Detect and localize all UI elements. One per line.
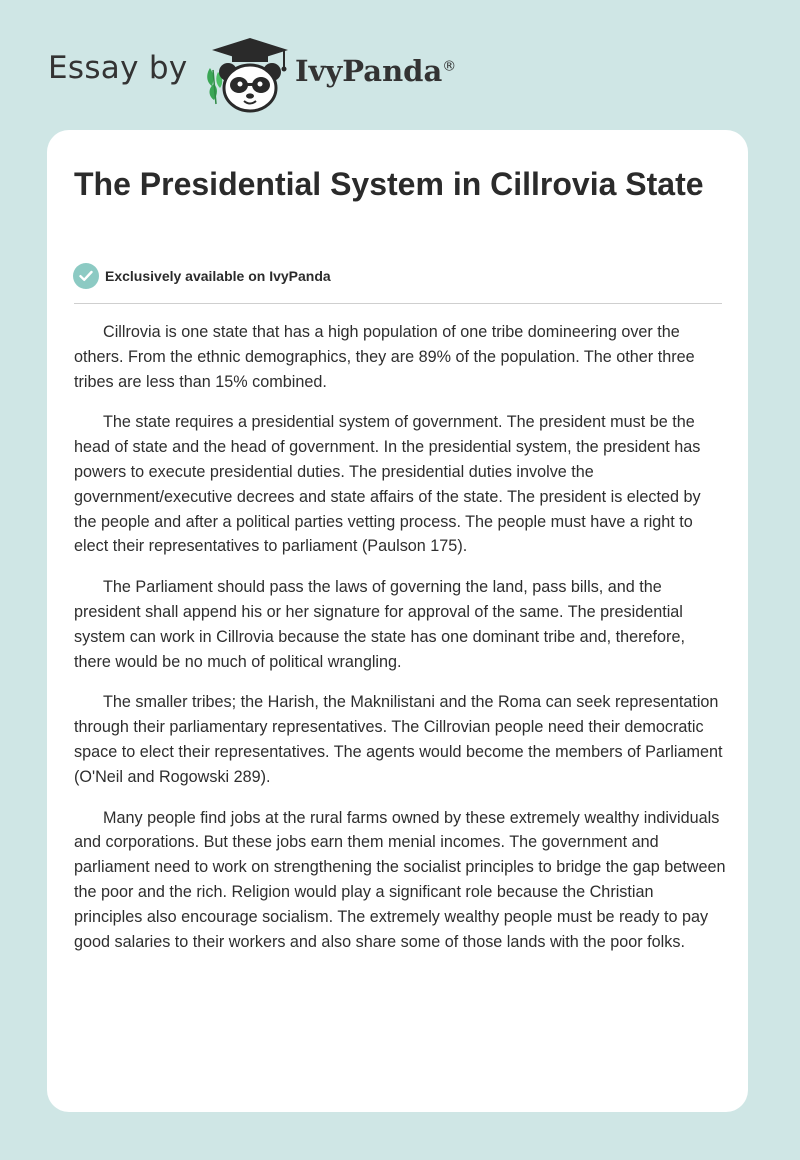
- paragraph: Many people find jobs at the rural farms owned by these extremely wealthy individuals and corporations. But these jobs earn them menial incomes. The government and parliament need to work on strengthening the socialist principles to bridge the gap between the poor and the rich. Religion would play a significant role because the Christian principles also encourage socialism. The extremely wealthy people must be ready to pay good salaries to their workers and also share some of those lands with the poor folks.: [74, 808, 726, 951]
- paragraph: The smaller tribes; the Harish, the Maknilistani and the Roma can seek representation through their parliamentary representatives. The Cillrovian people need their democratic space to elect their representatives. The agents would become the members of Parliament (O'Neil and Rogowski 289).: [74, 693, 723, 786]
- essay-body: [74, 320, 726, 970]
- brand-label: IvyPanda: [295, 54, 443, 88]
- paragraph: The Parliament should pass the laws of governing the land, pass bills, and the president shall append his or her signature for approval of the same. The presidential system can work in Cillrovia because the state has one dominant tribe and, therefore, there would be no much of political wrangling.: [74, 578, 685, 671]
- paragraph: Cillrovia is one state that has a high population of one tribe domineering over the others. From the ethnic demographics, they are 89% of the population. The other three tribes are less than 15% combined.: [74, 323, 695, 391]
- divider: [74, 303, 722, 304]
- essay-by-label: Essay by: [48, 50, 188, 86]
- essay-title: The Presidential System in Cillrovia State: [74, 166, 704, 202]
- brand-name[interactable]: [295, 54, 456, 88]
- essay-card: [47, 130, 748, 1112]
- paragraph: The state requires a presidential system of government. The president must be the head of state and the head of government. In the presidential system, the president has powers to execute presidential duties. The presidential duties involve the government/executive decrees and state affairs of the state. The president is elected by the people and after a political parties vetting process. The people must have a right to elect their representatives to parliament (Paulson 175).: [74, 413, 701, 556]
- panda-logo-icon[interactable]: [200, 34, 292, 114]
- exclusive-badge: [73, 263, 331, 289]
- registered-mark: ®: [442, 58, 457, 75]
- exclusive-label: Exclusively available on IvyPanda: [105, 268, 331, 284]
- site-header: [48, 28, 748, 118]
- check-icon: [73, 263, 99, 289]
